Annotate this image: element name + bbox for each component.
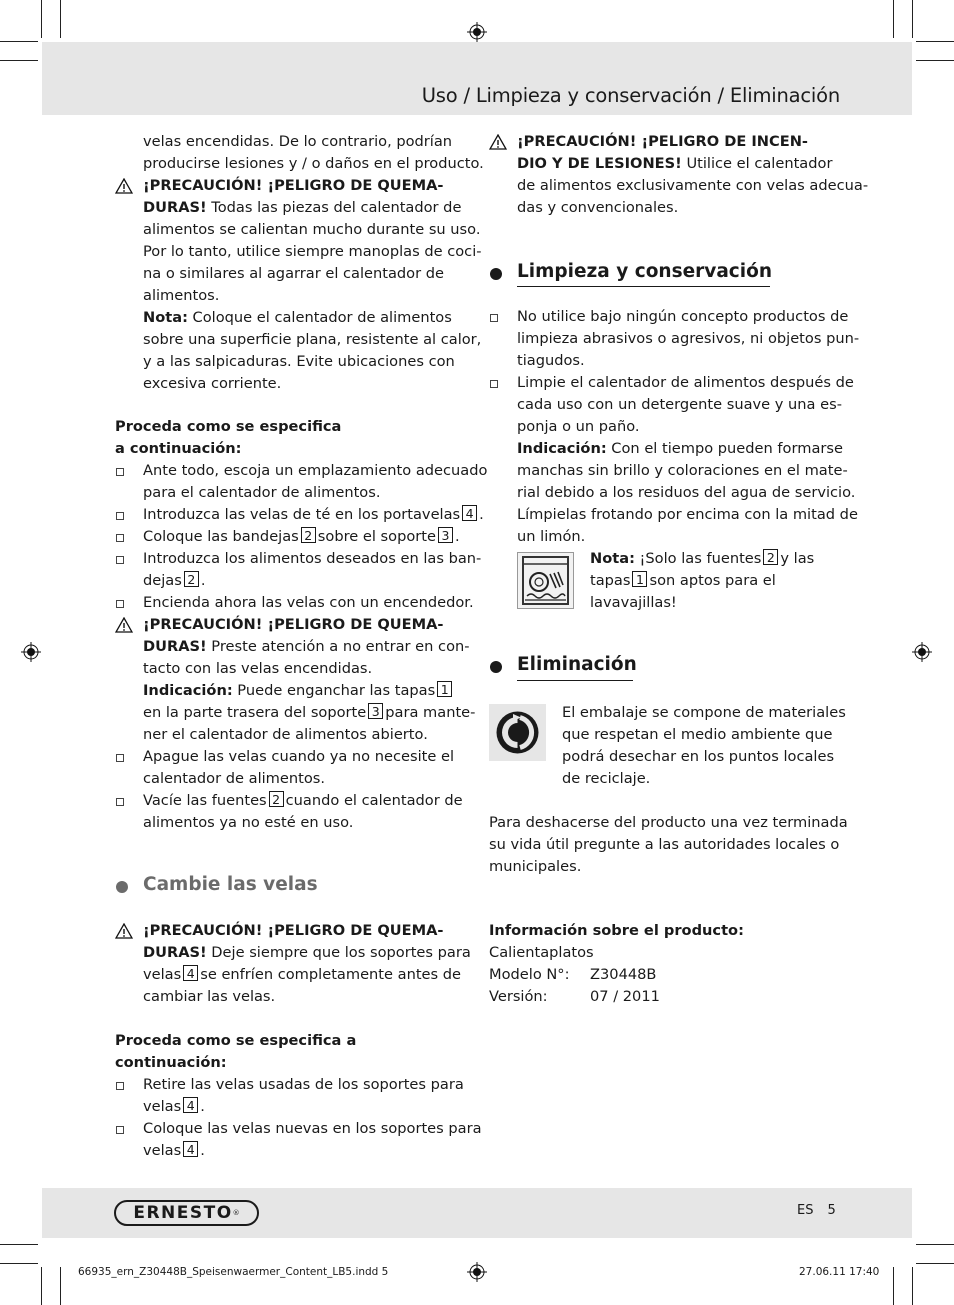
part-number-box: 2 xyxy=(184,571,199,587)
checkbox-bullet-icon xyxy=(116,798,124,806)
note-text: Nota: Coloque el calentador de alimentos xyxy=(143,309,452,326)
warning-icon xyxy=(115,617,133,633)
warning-text: das y convencionales. xyxy=(517,199,679,216)
warning-heading: ¡PRECAUCIÓN! ¡PELIGRO DE QUEMA- xyxy=(143,616,444,633)
checkbox-bullet-icon xyxy=(490,380,498,388)
disposal-text: El embalaje se compone de materiales xyxy=(562,704,846,721)
note-text: tapas 1 son aptos para el xyxy=(590,572,776,589)
warning-text: de alimentos exclusivamente con velas adecua- xyxy=(517,177,869,194)
warning-text: DURAS! Todas las piezas del calentador de xyxy=(143,199,462,216)
step-text: Ante todo, escoja un emplazamiento adecuado xyxy=(143,462,488,479)
step-text: Encienda ahora las velas con un encendedor. xyxy=(143,594,474,611)
indication-text: Indicación: Con el tiempo pueden formarse xyxy=(517,440,843,457)
crop-mark xyxy=(916,1244,954,1245)
crop-mark xyxy=(0,60,38,61)
checkbox-bullet-icon xyxy=(116,754,124,762)
checkbox-bullet-icon xyxy=(116,468,124,476)
section-bullet-icon xyxy=(490,268,502,280)
brand-logo: ERNESTO ® xyxy=(114,1200,259,1226)
indication-text: ner el calentador de alimentos abierto. xyxy=(143,726,428,743)
procedure-heading: Proceda como se especifica xyxy=(115,418,342,435)
step-text: Vacíe las fuentes 2 cuando el calentador de xyxy=(143,792,463,809)
warning-text: alimentos se calientan mucho durante su uso. xyxy=(143,221,481,238)
warning-heading: ¡PRECAUCIÓN! ¡PELIGRO DE QUEMA- xyxy=(143,922,444,939)
dishwasher-icon xyxy=(517,552,574,609)
indication-text: Indicación: Puede enganchar las tapas 1 xyxy=(143,680,454,702)
section-title-limpieza: Limpieza y conservación xyxy=(517,261,772,282)
part-number-box: 3 xyxy=(368,703,383,719)
crop-mark xyxy=(916,1263,954,1264)
step-text: Retire las velas usadas de los soportes para xyxy=(143,1076,464,1093)
product-info-title: Información sobre el producto: xyxy=(489,922,744,939)
warning-icon xyxy=(489,134,507,150)
step-text: calentador de alimentos. xyxy=(143,770,326,787)
indication-text: en la parte trasera del soporte 3 para mante- xyxy=(143,704,476,721)
checkbox-bullet-icon xyxy=(116,512,124,520)
step-text: limpieza abrasivos o agresivos, ni objetos pun- xyxy=(517,330,860,347)
registration-mark-icon xyxy=(912,642,932,662)
checkbox-bullet-icon xyxy=(116,534,124,542)
procedure-heading: Proceda como se especifica a xyxy=(115,1032,357,1049)
part-number-box: 3 xyxy=(438,527,453,543)
crop-mark xyxy=(41,1267,42,1305)
disposal-text: Para deshacerse del producto una vez terminada xyxy=(489,814,848,831)
section-underline xyxy=(517,286,770,287)
section-bullet-icon xyxy=(116,881,128,893)
indication-text: Límpielas frotando por encima con la mitad de xyxy=(517,506,858,523)
section-bullet-icon xyxy=(490,661,502,673)
note-text: sobre una superficie plana, resistente al calor, xyxy=(143,331,482,348)
indication-text: rial debido a los residuos del agua de servicio. xyxy=(517,484,856,501)
slug-filename: 66935_ern_Z30448B_Speisenwaermer_Content_LB5.indd 5 xyxy=(78,1266,389,1278)
procedure-heading: continuación: xyxy=(115,1054,227,1071)
note-text: Nota: ¡Solo las fuentes 2 y las xyxy=(590,550,815,567)
product-name: Calientaplatos xyxy=(489,944,594,961)
version-value: 07 / 2011 xyxy=(590,988,660,1005)
disposal-text: su vida útil pregunte a las autoridades locales o xyxy=(489,836,840,853)
slug-date: 27.06.11 17:40 xyxy=(799,1266,880,1278)
crop-mark xyxy=(0,41,38,42)
warning-icon xyxy=(115,178,133,194)
disposal-text: podrá desechar en los puntos locales xyxy=(562,748,835,765)
warning-text: DURAS! Deje siempre que los soportes para xyxy=(143,944,471,961)
step-text: alimentos ya no esté en uso. xyxy=(143,814,354,831)
section-title-eliminacion: Eliminación xyxy=(517,654,637,675)
part-number-box: 4 xyxy=(462,505,477,521)
checkbox-bullet-icon xyxy=(116,1126,124,1134)
checkbox-bullet-icon xyxy=(116,600,124,608)
step-text: velas 4 . xyxy=(143,1142,205,1159)
part-number-box: 1 xyxy=(632,571,647,587)
crop-mark xyxy=(912,1267,913,1305)
note-text: y a las salpicaduras. Evite ubicaciones con xyxy=(143,353,455,370)
section-title-cambie-velas: Cambie las velas xyxy=(143,874,318,895)
part-number-box: 4 xyxy=(183,965,198,981)
checkbox-bullet-icon xyxy=(116,1082,124,1090)
part-number-box: 2 xyxy=(301,527,316,543)
step-text: tiagudos. xyxy=(517,352,585,369)
step-text: Introduzca los alimentos deseados en las ban- xyxy=(143,550,482,567)
step-text: Coloque las velas nuevas en los soportes para xyxy=(143,1120,482,1137)
warning-text: tacto con las velas encendidas. xyxy=(143,660,373,677)
warning-text: DIO Y DE LESIONES! Utilice el calentador xyxy=(517,155,833,172)
part-number-box: 4 xyxy=(183,1097,198,1113)
indication-text: manchas sin brillo y coloraciones en el mate- xyxy=(517,462,848,479)
crop-mark xyxy=(60,0,61,38)
disposal-text: que respetan el medio ambiente que xyxy=(562,726,833,743)
procedure-heading: a continuación: xyxy=(115,440,242,457)
crop-mark xyxy=(916,60,954,61)
warning-icon xyxy=(115,923,133,939)
crop-mark xyxy=(893,0,894,38)
warning-text: na o similares al agarrar el calentador de xyxy=(143,265,444,282)
part-number-box: 2 xyxy=(763,549,778,565)
page-title: Uso / Limpieza y conservación / Eliminación xyxy=(421,84,840,107)
warning-text: velas 4 se enfríen completamente antes de xyxy=(143,966,462,983)
disposal-text: de reciclaje. xyxy=(562,770,651,787)
note-text: excesiva corriente. xyxy=(143,375,282,392)
step-text: velas 4 . xyxy=(143,1098,205,1115)
crop-mark xyxy=(0,1244,38,1245)
warning-text: DURAS! Preste atención a no entrar en con- xyxy=(143,638,470,655)
crop-mark xyxy=(912,0,913,38)
warning-heading: ¡PRECAUCIÓN! ¡PELIGRO DE QUEMA- xyxy=(143,177,444,194)
step-text: Introduzca las velas de té en los portavelas 4 . xyxy=(143,506,484,523)
step-text: Limpie el calentador de alimentos después de xyxy=(517,374,854,391)
checkbox-bullet-icon xyxy=(116,556,124,564)
warning-text: Por lo tanto, utilice siempre manoplas de coci- xyxy=(143,243,482,260)
crop-mark xyxy=(60,1267,61,1305)
registration-mark-icon xyxy=(467,1262,487,1282)
checkbox-bullet-icon xyxy=(490,314,498,322)
model-value: Z30448B xyxy=(590,966,657,983)
step-text: ponja o un paño. xyxy=(517,418,640,435)
page-number: ES 5 xyxy=(797,1203,836,1218)
part-number-box: 1 xyxy=(437,681,452,697)
paragraph-line: velas encendidas. De lo contrario, podrían xyxy=(143,133,453,150)
warning-heading: ¡PRECAUCIÓN! ¡PELIGRO DE INCEN- xyxy=(517,133,808,150)
section-underline xyxy=(517,680,633,681)
step-text: dejas 2 . xyxy=(143,572,206,589)
disposal-text: municipales. xyxy=(489,858,582,875)
part-number-box: 2 xyxy=(269,791,284,807)
step-text: No utilice bajo ningún concepto productos de xyxy=(517,308,849,325)
indication-text: un limón. xyxy=(517,528,586,545)
crop-mark xyxy=(0,1263,38,1264)
step-text: para el calentador de alimentos. xyxy=(143,484,381,501)
warning-text: alimentos. xyxy=(143,287,220,304)
step-text: Coloque las bandejas 2 sobre el soporte 3 . xyxy=(143,528,460,545)
paragraph-line: producirse lesiones y / o daños en el producto. xyxy=(143,155,484,172)
part-number-box: 4 xyxy=(183,1141,198,1157)
version-label: Versión: xyxy=(489,988,548,1005)
crop-mark xyxy=(41,0,42,38)
crop-mark xyxy=(916,41,954,42)
crop-mark xyxy=(893,1267,894,1305)
registration-mark-icon xyxy=(21,642,41,662)
model-label: Modelo N°: xyxy=(489,966,570,983)
registration-mark-icon xyxy=(467,22,487,42)
step-text: cada uso con un detergente suave y una es- xyxy=(517,396,842,413)
green-dot-recycling-icon xyxy=(489,704,546,761)
note-text: lavavajillas! xyxy=(590,594,677,611)
warning-text: cambiar las velas. xyxy=(143,988,276,1005)
step-text: Apague las velas cuando ya no necesite el xyxy=(143,748,455,765)
